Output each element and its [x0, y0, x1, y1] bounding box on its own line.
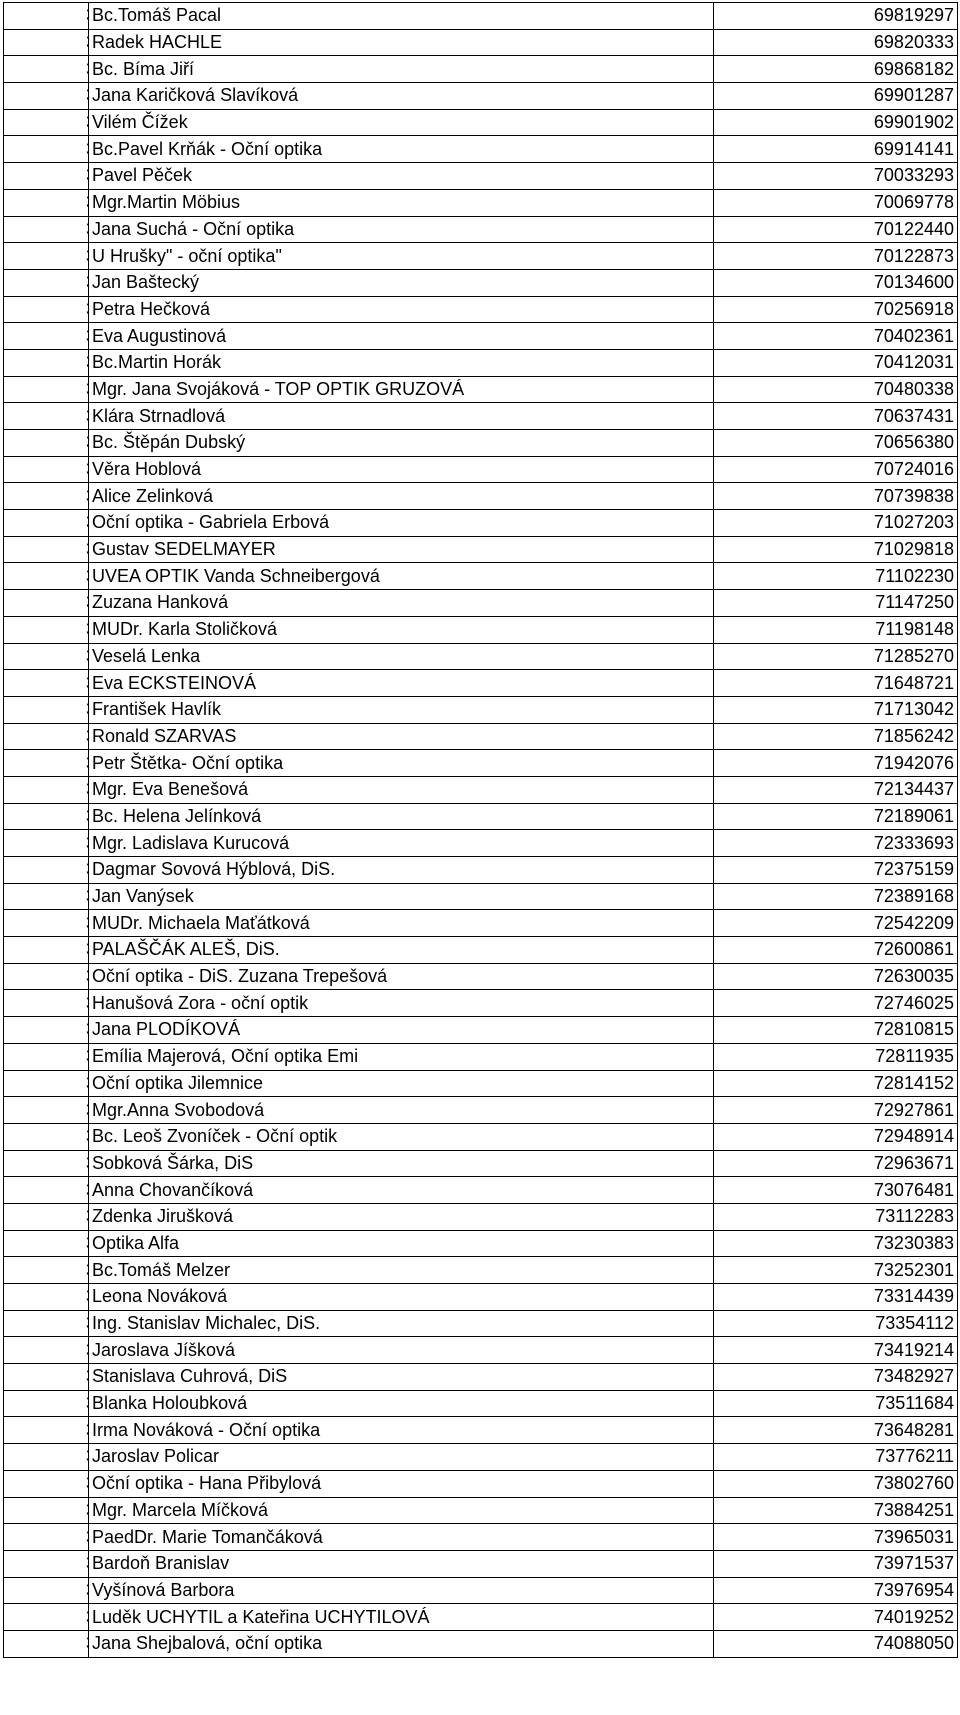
row-name-cell: Eva ECKSTEINOVÁ	[89, 670, 714, 697]
table-row	[4, 696, 958, 723]
row-number-cell: 73482927	[714, 1364, 958, 1391]
row-number-cell: 70122440	[714, 216, 958, 243]
row-number-cell: 69819297	[714, 3, 958, 30]
row-name-cell: Leona Nováková	[89, 1284, 714, 1311]
row-number-cell: 70033293	[714, 163, 958, 190]
row-name-cell: Blanka Holoubková	[89, 1390, 714, 1417]
table-row	[4, 910, 958, 937]
row-code-cell	[4, 990, 89, 1017]
table-row	[4, 1524, 958, 1551]
row-number-cell: 70134600	[714, 269, 958, 296]
row-number-cell: 72927861	[714, 1097, 958, 1124]
table-row	[4, 750, 958, 777]
row-code-cell	[4, 216, 89, 243]
row-code-cell	[4, 323, 89, 350]
row-name-cell: Stanislava Cuhrová, DiS	[89, 1364, 714, 1391]
row-number-cell: 72948914	[714, 1123, 958, 1150]
table-row	[4, 323, 958, 350]
table-row	[4, 963, 958, 990]
row-name-cell: Jaroslav Policar	[89, 1444, 714, 1471]
row-code-cell	[4, 1444, 89, 1471]
table-row	[4, 136, 958, 163]
table-row	[4, 1177, 958, 1204]
row-number-cell: 72814152	[714, 1070, 958, 1097]
row-code-cell	[4, 937, 89, 964]
table-row	[4, 857, 958, 884]
row-number-cell: 71027203	[714, 510, 958, 537]
row-code-cell	[4, 456, 89, 483]
row-code-cell	[4, 1203, 89, 1230]
row-name-cell: Jana PLODÍKOVÁ	[89, 1017, 714, 1044]
row-name-cell: Zdenka Jirušková	[89, 1203, 714, 1230]
row-code-cell	[4, 1390, 89, 1417]
row-number-cell: 70480338	[714, 376, 958, 403]
row-name-cell: Petra Hečková	[89, 296, 714, 323]
row-number-cell: 72542209	[714, 910, 958, 937]
row-code-cell	[4, 376, 89, 403]
row-code-cell	[4, 830, 89, 857]
row-name-cell: Oční optika - Gabriela Erbová	[89, 510, 714, 537]
table-row	[4, 1097, 958, 1124]
row-code-cell	[4, 1417, 89, 1444]
table-row	[4, 830, 958, 857]
row-name-cell: Mgr. Eva Benešová	[89, 776, 714, 803]
row-name-cell: Bc.Martin Horák	[89, 349, 714, 376]
row-number-cell: 70739838	[714, 483, 958, 510]
row-code-cell	[4, 910, 89, 937]
row-number-cell: 73230383	[714, 1230, 958, 1257]
table-row	[4, 1123, 958, 1150]
row-name-cell: Bc.Tomáš Melzer	[89, 1257, 714, 1284]
table-row	[4, 1017, 958, 1044]
table-row	[4, 776, 958, 803]
row-code-cell	[4, 883, 89, 910]
row-number-cell: 72811935	[714, 1043, 958, 1070]
row-name-cell: Vilém Čížek	[89, 109, 714, 136]
row-name-cell: Petr Štětka- Oční optika	[89, 750, 714, 777]
table-row	[4, 1470, 958, 1497]
row-code-cell	[4, 56, 89, 83]
table-row	[4, 670, 958, 697]
row-code-cell	[4, 1097, 89, 1124]
table-row	[4, 723, 958, 750]
row-name-cell: Anna Chovančíková	[89, 1177, 714, 1204]
row-code-cell	[4, 1364, 89, 1391]
row-name-cell: Ronald SZARVAS	[89, 723, 714, 750]
row-number-cell: 70656380	[714, 430, 958, 457]
row-code-cell	[4, 243, 89, 270]
row-name-cell: Sobková Šárka, DiS	[89, 1150, 714, 1177]
table-row	[4, 990, 958, 1017]
table-row	[4, 163, 958, 190]
row-code-cell	[4, 1310, 89, 1337]
table-row	[4, 269, 958, 296]
row-name-cell: Bardoň Branislav	[89, 1550, 714, 1577]
row-number-cell: 73776211	[714, 1444, 958, 1471]
row-code-cell	[4, 189, 89, 216]
row-number-cell: 73314439	[714, 1284, 958, 1311]
table-row	[4, 1337, 958, 1364]
row-code-cell	[4, 616, 89, 643]
row-number-cell: 72389168	[714, 883, 958, 910]
row-code-cell	[4, 590, 89, 617]
row-name-cell: Alice Zelinková	[89, 483, 714, 510]
row-code-cell	[4, 136, 89, 163]
table-row	[4, 456, 958, 483]
row-number-cell: 73112283	[714, 1203, 958, 1230]
row-name-cell: Mgr.Martin Möbius	[89, 189, 714, 216]
row-number-cell: 72600861	[714, 937, 958, 964]
row-name-cell: Hanušová Zora - oční optik	[89, 990, 714, 1017]
row-number-cell: 73976954	[714, 1577, 958, 1604]
row-number-cell: 74088050	[714, 1630, 958, 1657]
row-code-cell	[4, 403, 89, 430]
row-code-cell	[4, 430, 89, 457]
row-code-cell	[4, 83, 89, 110]
row-name-cell: Bc. Helena Jelínková	[89, 803, 714, 830]
row-number-cell: 73802760	[714, 1470, 958, 1497]
row-name-cell: Jana Karičková Slavíková	[89, 83, 714, 110]
data-table	[3, 2, 958, 1658]
row-name-cell: Emília Majerová, Oční optika Emi	[89, 1043, 714, 1070]
table-row	[4, 563, 958, 590]
row-number-cell: 72333693	[714, 830, 958, 857]
row-code-cell	[4, 1524, 89, 1551]
row-code-cell	[4, 1284, 89, 1311]
row-number-cell: 70256918	[714, 296, 958, 323]
row-number-cell: 72189061	[714, 803, 958, 830]
table-row	[4, 1257, 958, 1284]
table-row	[4, 1444, 958, 1471]
row-number-cell: 72746025	[714, 990, 958, 1017]
row-code-cell	[4, 349, 89, 376]
row-code-cell	[4, 510, 89, 537]
row-code-cell	[4, 29, 89, 56]
row-name-cell: Ing. Stanislav Michalec, DiS.	[89, 1310, 714, 1337]
row-code-cell	[4, 803, 89, 830]
table-row	[4, 803, 958, 830]
row-name-cell: MUDr. Karla Stoličková	[89, 616, 714, 643]
row-name-cell: Mgr. Marcela Míčková	[89, 1497, 714, 1524]
row-code-cell	[4, 1230, 89, 1257]
row-number-cell: 72810815	[714, 1017, 958, 1044]
row-number-cell: 73884251	[714, 1497, 958, 1524]
table-row	[4, 1364, 958, 1391]
row-name-cell: Eva Augustinová	[89, 323, 714, 350]
row-number-cell: 70637431	[714, 403, 958, 430]
row-code-cell	[4, 536, 89, 563]
row-number-cell: 72963671	[714, 1150, 958, 1177]
row-number-cell: 70069778	[714, 189, 958, 216]
table-row	[4, 590, 958, 617]
row-number-cell: 71942076	[714, 750, 958, 777]
row-number-cell: 73971537	[714, 1550, 958, 1577]
row-code-cell	[4, 643, 89, 670]
table-row	[4, 1150, 958, 1177]
row-name-cell: Bc.Tomáš Pacal	[89, 3, 714, 30]
row-number-cell: 73965031	[714, 1524, 958, 1551]
row-code-cell	[4, 1150, 89, 1177]
row-number-cell: 69820333	[714, 29, 958, 56]
row-code-cell	[4, 1017, 89, 1044]
row-code-cell	[4, 1497, 89, 1524]
row-name-cell: Bc. Bíma Jiří	[89, 56, 714, 83]
row-code-cell	[4, 1550, 89, 1577]
table-row	[4, 403, 958, 430]
row-number-cell: 74019252	[714, 1604, 958, 1631]
row-name-cell: Jan Vanýsek	[89, 883, 714, 910]
row-number-cell: 70724016	[714, 456, 958, 483]
row-name-cell: Jana Suchá - Oční optika	[89, 216, 714, 243]
row-name-cell: Oční optika Jilemnice	[89, 1070, 714, 1097]
row-code-cell	[4, 857, 89, 884]
table-row	[4, 1604, 958, 1631]
table-row	[4, 83, 958, 110]
row-code-cell	[4, 296, 89, 323]
row-number-cell: 72630035	[714, 963, 958, 990]
row-name-cell: PaedDr. Marie Tomančáková	[89, 1524, 714, 1551]
row-code-cell	[4, 563, 89, 590]
row-name-cell: Luděk UCHYTIL a Kateřina UCHYTILOVÁ	[89, 1604, 714, 1631]
row-name-cell: Gustav SEDELMAYER	[89, 536, 714, 563]
row-code-cell	[4, 1070, 89, 1097]
row-code-cell	[4, 483, 89, 510]
row-name-cell: Veselá Lenka	[89, 643, 714, 670]
row-code-cell	[4, 1337, 89, 1364]
row-name-cell: Optika Alfa	[89, 1230, 714, 1257]
row-name-cell: U Hrušky" - oční optika"	[89, 243, 714, 270]
row-code-cell	[4, 269, 89, 296]
row-code-cell	[4, 776, 89, 803]
table-row	[4, 296, 958, 323]
table-row	[4, 1043, 958, 1070]
row-number-cell: 71198148	[714, 616, 958, 643]
table-row	[4, 430, 958, 457]
row-number-cell: 69868182	[714, 56, 958, 83]
table-row	[4, 1630, 958, 1657]
row-number-cell: 70122873	[714, 243, 958, 270]
table-row	[4, 1310, 958, 1337]
row-number-cell: 71102230	[714, 563, 958, 590]
row-code-cell	[4, 1177, 89, 1204]
row-name-cell: Mgr. Ladislava Kurucová	[89, 830, 714, 857]
row-code-cell	[4, 3, 89, 30]
row-number-cell: 73252301	[714, 1257, 958, 1284]
row-name-cell: Oční optika - DiS. Zuzana Trepešová	[89, 963, 714, 990]
row-name-cell: Zuzana Hanková	[89, 590, 714, 617]
row-number-cell: 71029818	[714, 536, 958, 563]
row-code-cell	[4, 109, 89, 136]
row-code-cell	[4, 1470, 89, 1497]
table-row	[4, 376, 958, 403]
table-row	[4, 937, 958, 964]
table-row	[4, 1203, 958, 1230]
table-row	[4, 883, 958, 910]
row-number-cell: 70402361	[714, 323, 958, 350]
table-row	[4, 616, 958, 643]
row-number-cell: 73354112	[714, 1310, 958, 1337]
row-number-cell: 71856242	[714, 723, 958, 750]
table-row	[4, 243, 958, 270]
row-number-cell: 69901287	[714, 83, 958, 110]
row-number-cell: 73419214	[714, 1337, 958, 1364]
row-name-cell: Mgr. Jana Svojáková - TOP OPTIK GRUZOVÁ	[89, 376, 714, 403]
row-name-cell: Jaroslava Jíšková	[89, 1337, 714, 1364]
row-name-cell: PALAŠČÁK ALEŠ, DiS.	[89, 937, 714, 964]
table-row	[4, 1550, 958, 1577]
row-code-cell	[4, 696, 89, 723]
table-row	[4, 1417, 958, 1444]
row-code-cell	[4, 1043, 89, 1070]
table-row	[4, 1390, 958, 1417]
row-name-cell: Radek HACHLE	[89, 29, 714, 56]
row-name-cell: Věra Hoblová	[89, 456, 714, 483]
row-code-cell	[4, 1257, 89, 1284]
table-row	[4, 1070, 958, 1097]
row-number-cell: 69901902	[714, 109, 958, 136]
table-row	[4, 349, 958, 376]
row-number-cell: 72134437	[714, 776, 958, 803]
row-code-cell	[4, 1604, 89, 1631]
row-name-cell: Bc. Štěpán Dubský	[89, 430, 714, 457]
row-number-cell: 73511684	[714, 1390, 958, 1417]
row-name-cell: Klára Strnadlová	[89, 403, 714, 430]
row-name-cell: Pavel Pěček	[89, 163, 714, 190]
row-number-cell: 70412031	[714, 349, 958, 376]
row-code-cell	[4, 1577, 89, 1604]
table-row	[4, 56, 958, 83]
row-name-cell: František Havlík	[89, 696, 714, 723]
row-number-cell: 73076481	[714, 1177, 958, 1204]
row-code-cell	[4, 723, 89, 750]
table-row	[4, 510, 958, 537]
row-number-cell: 71648721	[714, 670, 958, 697]
row-name-cell: Dagmar Sovová Hýblová, DiS.	[89, 857, 714, 884]
row-name-cell: Jana Shejbalová, oční optika	[89, 1630, 714, 1657]
table-row	[4, 1497, 958, 1524]
table-row	[4, 1284, 958, 1311]
row-name-cell: Bc. Leoš Zvoníček - Oční optik	[89, 1123, 714, 1150]
row-name-cell: Oční optika - Hana Přibylová	[89, 1470, 714, 1497]
table-row	[4, 189, 958, 216]
row-name-cell: Bc.Pavel Krňák - Oční optika	[89, 136, 714, 163]
table-row	[4, 29, 958, 56]
row-name-cell: MUDr. Michaela Maťátková	[89, 910, 714, 937]
row-number-cell: 73648281	[714, 1417, 958, 1444]
row-code-cell	[4, 1630, 89, 1657]
table-row	[4, 3, 958, 30]
table-row	[4, 643, 958, 670]
table-row	[4, 109, 958, 136]
row-number-cell: 72375159	[714, 857, 958, 884]
row-name-cell: Vyšínová Barbora	[89, 1577, 714, 1604]
table-row	[4, 1577, 958, 1604]
row-number-cell: 69914141	[714, 136, 958, 163]
row-number-cell: 71285270	[714, 643, 958, 670]
table-body	[4, 3, 958, 1658]
table-row	[4, 536, 958, 563]
row-number-cell: 71147250	[714, 590, 958, 617]
row-code-cell	[4, 163, 89, 190]
row-name-cell: UVEA OPTIK Vanda Schneibergová	[89, 563, 714, 590]
row-code-cell	[4, 750, 89, 777]
table-row	[4, 1230, 958, 1257]
row-code-cell	[4, 1123, 89, 1150]
row-name-cell: Mgr.Anna Svobodová	[89, 1097, 714, 1124]
table-row	[4, 216, 958, 243]
table-row	[4, 483, 958, 510]
row-code-cell	[4, 963, 89, 990]
row-name-cell: Irma Nováková - Oční optika	[89, 1417, 714, 1444]
row-code-cell	[4, 670, 89, 697]
row-number-cell: 71713042	[714, 696, 958, 723]
row-name-cell: Jan Baštecký	[89, 269, 714, 296]
